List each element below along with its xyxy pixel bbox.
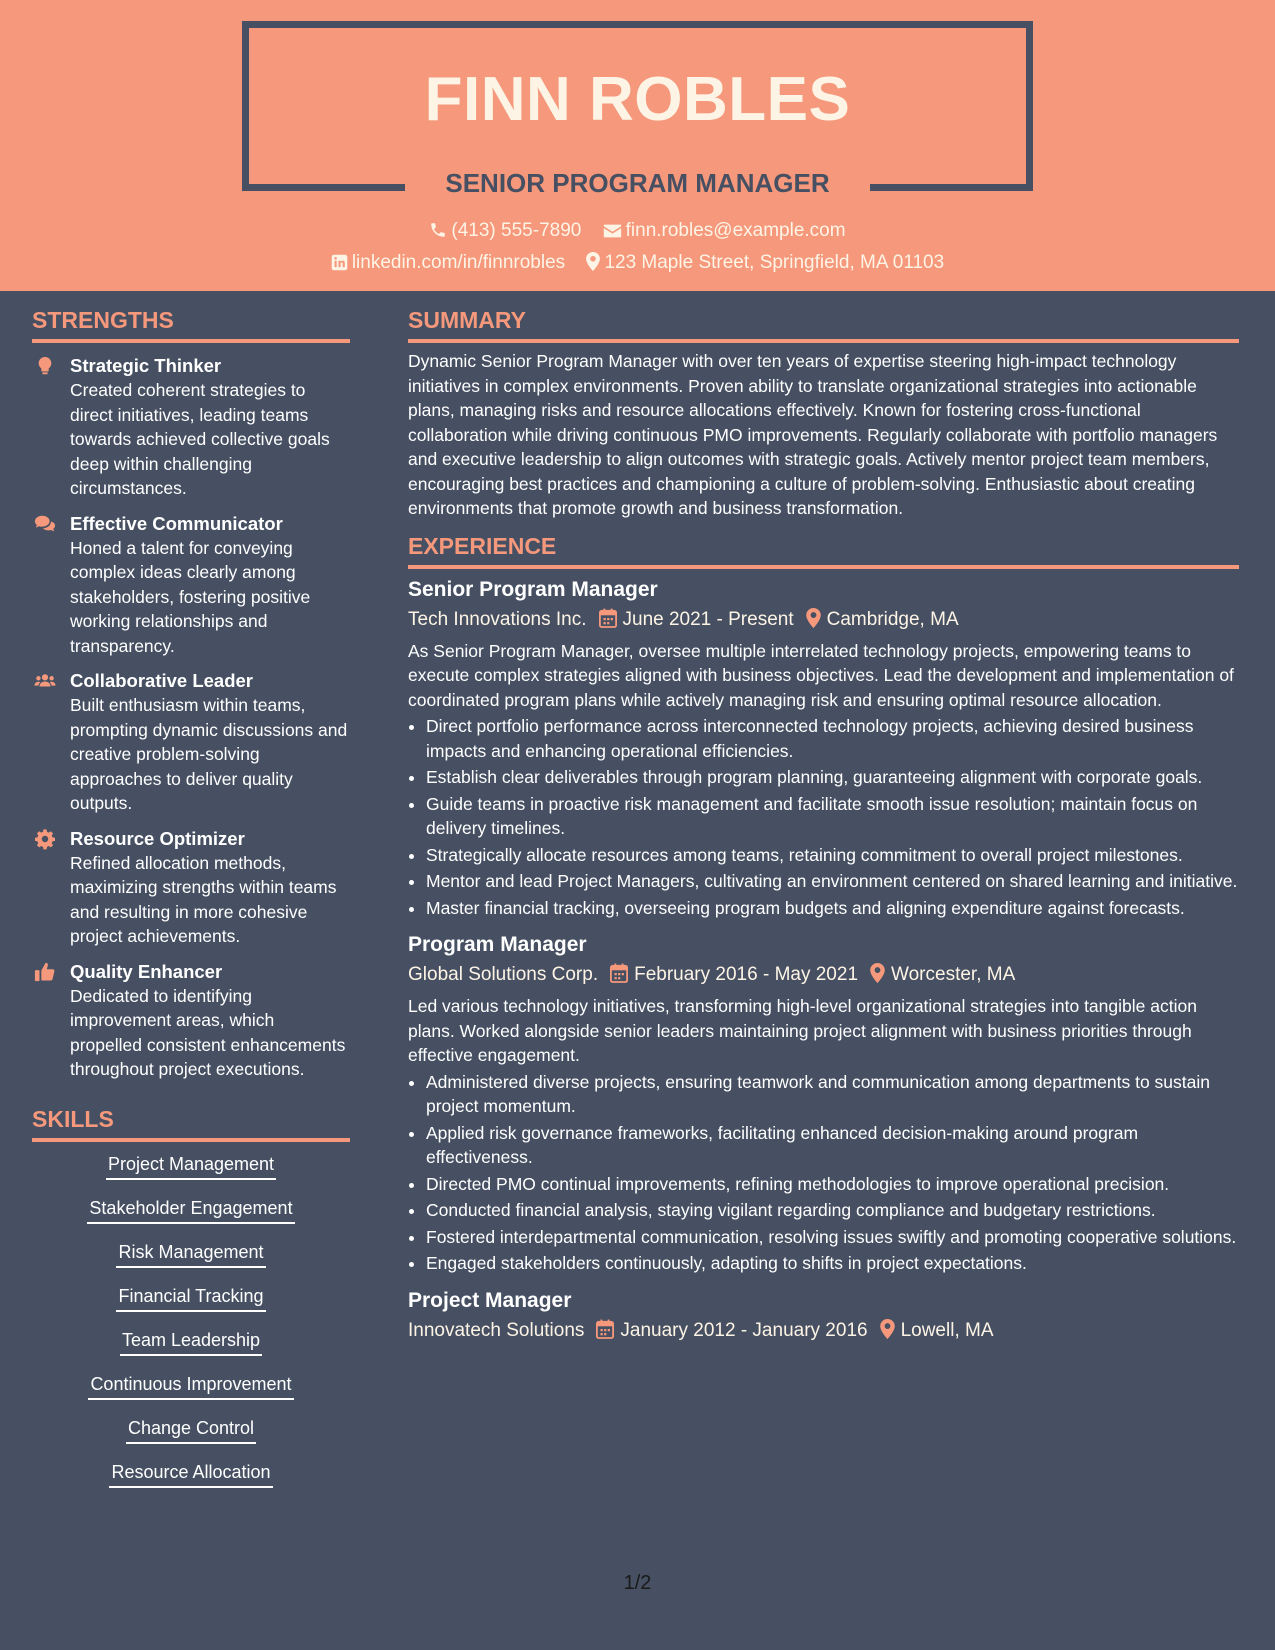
job-title: Program Manager xyxy=(408,933,587,956)
job-bullet: • Directed PMO continual improvements, refining methodologies to improve operational precision. xyxy=(426,1172,1239,1197)
skill-label: Resource Allocation xyxy=(109,1460,272,1488)
phone-text: (413) 555-7890 xyxy=(451,220,582,241)
calendar-icon xyxy=(610,963,628,983)
strength-title: Quality Enhancer xyxy=(70,960,223,982)
skill-label: Continuous Improvement xyxy=(88,1372,293,1400)
skill-label: Team Leadership xyxy=(120,1328,262,1356)
job-description: As Senior Program Manager, oversee multiple interrelated technology projects, empowering teams to execute complex strategies aligned with business objectives. Lead the development and implementation of coordinated program plans while actively managing risk and ensuring optimal resource allocation. xyxy=(408,640,1234,710)
address-text: 123 Maple Street, Springfield, MA 01103 xyxy=(604,252,945,273)
skill-item xyxy=(32,1152,350,1180)
strength-desc: Dedicated to identifying improvement areas, which propelled consistent enhancements throughout project executions. xyxy=(70,985,346,1079)
job-bullet: • Guide teams in proactive risk management and facilitate smooth issue resolution; maintain focus on delivery timelines. xyxy=(426,792,1239,841)
job-entry xyxy=(408,1286,1239,1346)
strength-desc: Refined allocation methods, maximizing strengths within teams and resulting in more cohesive project achievements. xyxy=(70,852,337,946)
comments-icon xyxy=(34,513,56,535)
job-bullet: • Mentor and lead Project Managers, cultivating an environment centered on shared learning and initiative. xyxy=(426,869,1239,894)
candidate-name: FINN ROBLES xyxy=(424,65,851,134)
job-meta xyxy=(408,960,1239,990)
summary-heading: SUMMARY xyxy=(408,305,1239,343)
job-meta xyxy=(408,1316,1239,1346)
users-icon xyxy=(34,670,56,692)
experience-heading: EXPERIENCE xyxy=(408,531,1239,569)
job-entry xyxy=(408,930,1239,1276)
email-text[interactable]: finn.robles@example.com xyxy=(625,220,846,241)
job-entry xyxy=(408,575,1239,921)
strengths-heading: STRENGTHS xyxy=(32,305,350,343)
strength-item xyxy=(32,826,350,949)
job-bullets xyxy=(408,1070,1239,1276)
job-bullet: • Engaged stakeholders continuously, adapting to shifts in project expectations. xyxy=(426,1251,1239,1276)
strength-title: Strategic Thinker xyxy=(70,355,222,376)
map-pin-icon xyxy=(806,608,821,628)
map-pin-icon xyxy=(880,1319,895,1339)
thumbs-up-icon xyxy=(34,961,56,983)
job-bullet: • Fostered interdepartmental communication, resolving issues swiftly and promoting cooperative solutions. xyxy=(426,1225,1239,1250)
candidate-title: SENIOR PROGRAM MANAGER xyxy=(445,168,830,198)
envelope-icon xyxy=(603,223,622,239)
map-pin-icon xyxy=(586,252,600,271)
job-location: Cambridge, MA xyxy=(826,608,959,630)
job-location: Worcester, MA xyxy=(891,964,1016,985)
job-bullet: • Direct portfolio performance across interconnected technology projects, achieving desired business impacts and enhancing operational efficiencies. xyxy=(426,714,1239,763)
strength-title: Collaborative Leader xyxy=(70,670,254,691)
linkedin-icon xyxy=(331,254,348,271)
job-bullet: • Conducted financial analysis, staying vigilant regarding compliance and budgetary restrictions. xyxy=(426,1198,1239,1223)
job-bullets xyxy=(408,714,1239,920)
job-bullet: • Strategically allocate resources among teams, retaining commitment to overall project milestones. xyxy=(426,843,1239,868)
job-title: Project Manager xyxy=(408,1288,572,1312)
gear-icon xyxy=(34,828,56,850)
skill-item xyxy=(32,1328,350,1356)
job-location: Lowell, MA xyxy=(900,1319,994,1341)
strength-item xyxy=(32,668,350,816)
skills-heading: SKILLS xyxy=(32,1104,350,1142)
resume-header xyxy=(0,0,1275,291)
strength-desc: Built enthusiasm within teams, prompting dynamic discussions and creative problem-solving approaches to deliver quality outputs. xyxy=(70,695,348,813)
job-bullet: • Administered diverse projects, ensuring teamwork and communication among departments to sustain project momentum. xyxy=(426,1070,1239,1119)
skill-item xyxy=(32,1416,350,1444)
skill-item xyxy=(32,1372,350,1400)
job-dates: June 2021 - Present xyxy=(622,608,794,630)
lightbulb-icon xyxy=(34,355,56,377)
linkedin-text[interactable]: linkedin.com/in/finnrobles xyxy=(351,252,566,273)
phone-icon xyxy=(429,221,447,239)
email-contact[interactable] xyxy=(603,218,846,244)
skills-list xyxy=(32,1152,350,1488)
strength-desc: Honed a talent for conveying complex ideas clearly among stakeholders, fostering positive working relationships and transparency. xyxy=(70,537,311,656)
skill-label: Stakeholder Engagement xyxy=(87,1196,294,1224)
skill-item xyxy=(32,1284,350,1312)
job-title: Senior Program Manager xyxy=(408,577,658,601)
job-bullet: • Establish clear deliverables through program planning, guaranteeing alignment with corporate goals. xyxy=(426,765,1239,790)
address-contact xyxy=(586,250,944,276)
job-bullet: • Applied risk governance frameworks, facilitating enhanced decision-making around program effectiveness. xyxy=(426,1121,1239,1170)
summary-text: Dynamic Senior Program Manager with over ten years of expertise steering high-impact technology initiatives in complex environments. Proven ability to translate organizational strategies into actionable plans, managing risks and resource allocations effectively. Known for fostering cross-functional collaboration while driving continuous PMO improvements. Regularly collaborate with portfolio managers and executive leadership to align outcomes with strategic goals. Actively mentor project team members, encouraging best practices and championing a culture of problem-solving. Enthusiastic about creating environments that promote growth and business transformation. xyxy=(408,351,1218,518)
page-number: 1/2 xyxy=(623,1572,652,1594)
skill-label: Project Management xyxy=(106,1152,276,1180)
map-pin-icon xyxy=(870,963,885,983)
job-meta xyxy=(408,605,1239,635)
contact-row-2 xyxy=(0,250,1275,276)
right-column xyxy=(408,305,1239,1346)
strength-item xyxy=(32,511,350,659)
job-description: Led various technology initiatives, transforming high-level organizational strategies into tangible action plans. Worked alongside senior leaders maintaining project alignment with business priorities through effective engagement. xyxy=(408,996,1197,1065)
calendar-icon xyxy=(599,608,617,628)
contact-row-1 xyxy=(0,218,1275,244)
skill-item xyxy=(32,1240,350,1268)
job-company: Tech Innovations Inc. xyxy=(408,608,587,630)
strength-desc: Created coherent strategies to direct initiatives, leading teams towards achieved collective goals deep within challenging circumstances. xyxy=(70,380,330,498)
job-dates: January 2012 - January 2016 xyxy=(620,1319,868,1341)
phone-contact xyxy=(429,218,581,244)
calendar-icon xyxy=(596,1319,614,1339)
strength-title: Resource Optimizer xyxy=(70,827,245,849)
skill-label: Change Control xyxy=(126,1416,256,1444)
skill-item xyxy=(32,1196,350,1224)
skill-label: Financial Tracking xyxy=(116,1284,265,1312)
job-company: Innovatech Solutions xyxy=(408,1319,585,1341)
job-dates: February 2016 - May 2021 xyxy=(634,964,859,985)
strength-item xyxy=(32,959,350,1082)
job-bullet: • Master financial tracking, overseeing program budgets and aligning expenditure against forecasts. xyxy=(426,896,1239,921)
job-company: Global Solutions Corp. xyxy=(408,964,599,985)
strength-item xyxy=(32,353,350,501)
skill-label: Risk Management xyxy=(116,1240,265,1268)
left-column xyxy=(32,305,350,1504)
skill-item xyxy=(32,1460,350,1488)
strength-title: Effective Communicator xyxy=(70,512,283,534)
linkedin-contact[interactable] xyxy=(331,250,565,276)
